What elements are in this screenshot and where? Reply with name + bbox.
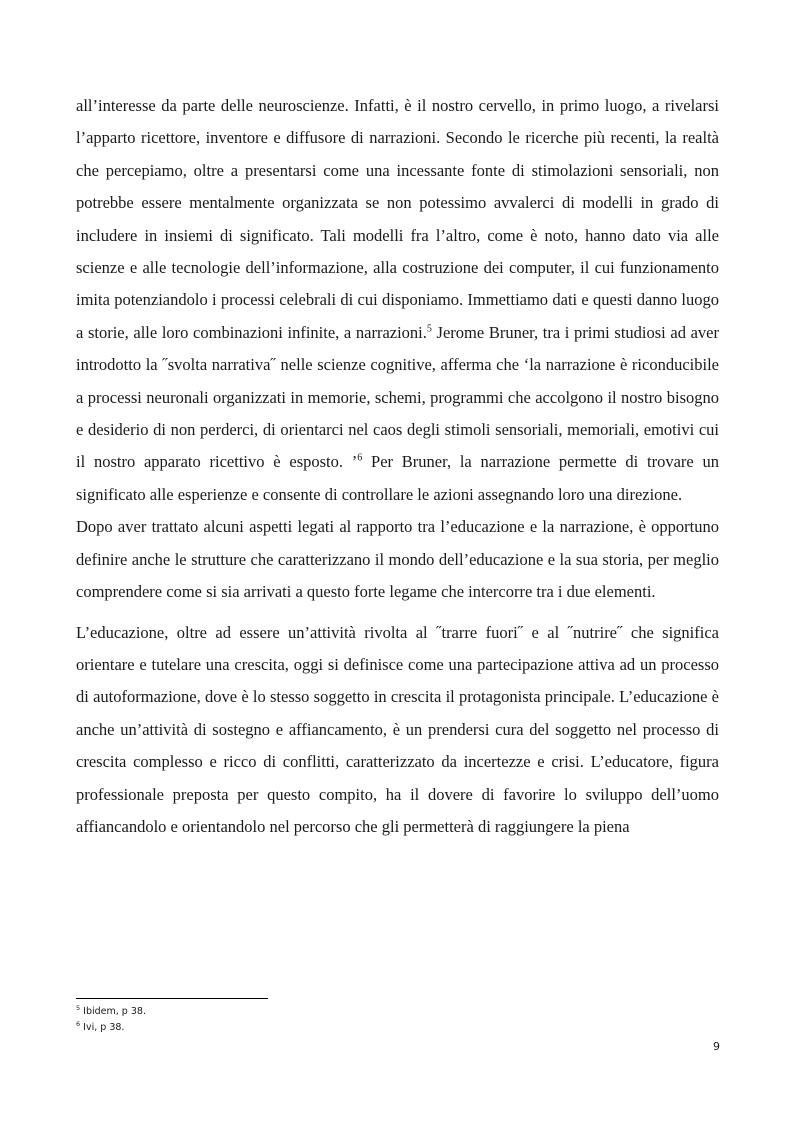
- page-number: 9: [713, 1040, 720, 1053]
- footnote-number: 5: [76, 1003, 81, 1012]
- paragraph-1: [76, 90, 719, 511]
- paragraph-1-part-3: Per Bruner, la narrazione permette di trovare un significato alle esperienze e consente di controllare le azioni assegnando loro una direzione.: [76, 452, 720, 504]
- footnotes: [76, 1004, 476, 1036]
- footnote-text: Ivi, p 38.: [83, 1022, 125, 1033]
- footnote-6: [76, 1020, 476, 1036]
- paragraph-1-part-2: Jerome Bruner, tra i primi studiosi ad aver introdotto la ˝svolta narrativa˝ nelle scienze cognitive, afferma che ‘la narrazione è riconducibile a processi neuronali organizzati in memorie, schemi, programmi che accolgono il nostro bisogno e desiderio di non perderci, di orientarci nel caos degli stimoli sensoriali, memoriali, emotivi cui il nostro apparato ricettivo è esposto. ’: [76, 322, 719, 472]
- footnote-5: [76, 1004, 476, 1020]
- footnote-number: 6: [76, 1019, 81, 1028]
- footnote-separator: [76, 998, 268, 999]
- footnote-ref-5: 5: [426, 323, 432, 335]
- body-text: [76, 90, 719, 843]
- paragraph-1-part-1: all’interesse da parte delle neuroscienze. Infatti, è il nostro cervello, in primo luogo, a rivelarsi l’apparto ricettore, inventore e diffusore di narrazioni. Secondo le ricerche più recenti, la realtà che percepiamo, oltre a presentarsi come una incessante fonte di stimolazioni sensoriali, non potrebbe essere mentalmente organizzata se non potessimo avvalerci di modelli in grado di includere in insiemi di significato. Tali modelli fra l’altro, come è noto, hanno dato via alle scienze e alle tecnologie dell’informazione, alla costruzione dei computer, il cui funzionamento imita potenziandolo i processi celebrali di cui disponiamo. Immettiamo dati e questi danno luogo a storie, alle loro combinazioni infinite, a narrazioni.: [76, 96, 719, 342]
- paragraph-2: Dopo aver trattato alcuni aspetti legati al rapporto tra l’educazione e la narrazione, è opportuno definire anche le strutture che caratterizzano il mondo dell’educazione e la sua storia, per meglio comprendere come si sia arrivati a questo forte legame che intercorre tra i due elementi.: [76, 517, 719, 602]
- paragraph-3: L’educazione, oltre ad essere un’attività rivolta al ˝trarre fuori˝ e al ˝nutrire˝ che significa orientare e tutelare una crescita, oggi si definisce come una partecipazione attiva ad un processo di autoformazione, dove è lo stesso soggetto in crescita il protagonista principale. L’educazione è anche un’attività di sostegno e affiancamento, è un prendersi cura del soggetto nel processo di crescita complesso e ricco di conflitti, caratterizzato da incertezze e crisi. L’educatore, figura professionale preposta per questo compito, ha il dovere di favorire lo sviluppo dell’uomo affiancandolo e orientandolo nel percorso che gli permetterà di raggiungere la piena: [76, 622, 719, 836]
- footnote-text: Ibidem, p 38.: [83, 1006, 146, 1017]
- footnote-ref-6: 6: [357, 452, 363, 464]
